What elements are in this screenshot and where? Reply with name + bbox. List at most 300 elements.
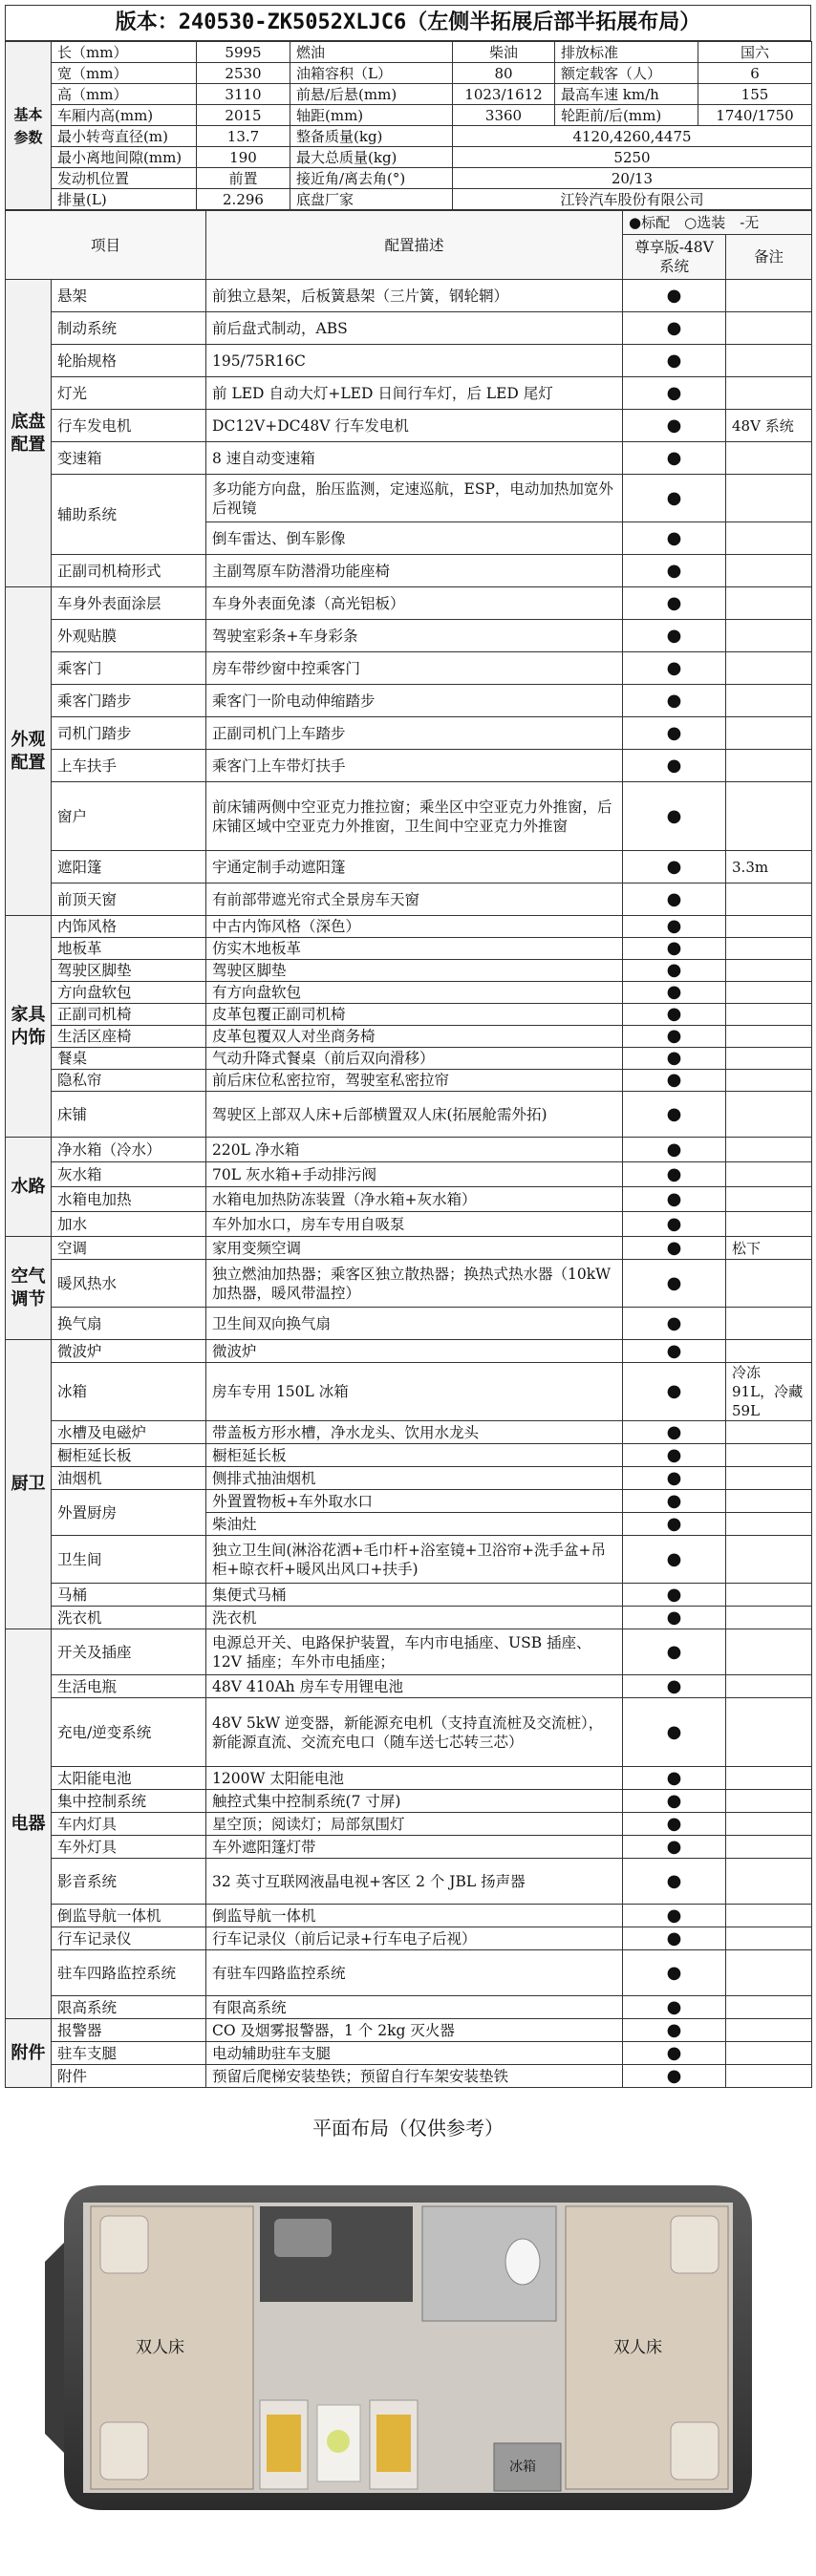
param-value: 前置 <box>197 168 290 189</box>
standard-mark: ● <box>623 1927 726 1950</box>
item-desc: 外置置物板+车外取水口 <box>206 1490 623 1513</box>
item-note: 松下 <box>726 1237 812 1260</box>
item-note <box>726 1996 812 2019</box>
item-name: 影音系统 <box>52 1859 206 1905</box>
table-row <box>6 916 812 938</box>
item-name: 暖风热水 <box>52 1260 206 1308</box>
item-note <box>726 475 812 522</box>
item-desc: 独立燃油加热器；乘客区独立散热器；换热式热水器（10kW 加热器，暖风带温控） <box>206 1260 623 1308</box>
table-row <box>6 884 812 916</box>
standard-mark: ● <box>623 555 726 587</box>
table-row <box>6 1813 812 1836</box>
item-note <box>726 1212 812 1237</box>
standard-mark: ● <box>623 1421 726 1444</box>
item-name: 餐桌 <box>52 1048 206 1070</box>
basic-params-table <box>5 41 812 210</box>
item-name: 集中控制系统 <box>52 1790 206 1813</box>
item-desc: 有驻车四路监控系统 <box>206 1950 623 1996</box>
standard-mark: ● <box>623 1513 726 1536</box>
item-name: 外置厨房 <box>52 1490 206 1536</box>
param-label: 高（mm） <box>52 84 197 105</box>
item-note <box>726 1260 812 1308</box>
item-name: 油烟机 <box>52 1467 206 1490</box>
item-desc: 195/75R16C <box>206 345 623 377</box>
item-desc: 带盖板方形水槽，净水龙头、饮用水龙头 <box>206 1421 623 1444</box>
item-note <box>726 2019 812 2042</box>
item-name: 车身外表面涂层 <box>52 587 206 620</box>
table-row <box>6 2019 812 2042</box>
table-row <box>6 1026 812 1048</box>
item-desc: 房车专用 150L 冰箱 <box>206 1363 623 1421</box>
item-name: 卫生间 <box>52 1536 206 1584</box>
rear-pillow-1 <box>671 2216 719 2273</box>
standard-mark: ● <box>623 1767 726 1790</box>
item-note <box>726 938 812 960</box>
item-desc: 倒监导航一体机 <box>206 1905 623 1927</box>
param-value: 2015 <box>197 105 290 126</box>
item-note <box>726 1536 812 1584</box>
table-row <box>6 1790 812 1813</box>
standard-mark: ● <box>623 522 726 555</box>
item-note <box>726 1836 812 1859</box>
table-row <box>6 280 812 312</box>
table-row <box>6 1996 812 2019</box>
standard-mark: ● <box>623 1698 726 1767</box>
standard-mark: ● <box>623 312 726 345</box>
param-label: 最高车速 km/h <box>555 84 698 105</box>
param-label: 发动机位置 <box>52 168 197 189</box>
standard-mark: ● <box>623 884 726 916</box>
standard-mark: ● <box>623 620 726 652</box>
param-value: 5995 <box>197 42 290 63</box>
item-name: 车内灯具 <box>52 1813 206 1836</box>
item-name: 行车记录仪 <box>52 1927 206 1950</box>
document-title: 版本：240530-ZK5052XLJC6（左侧半拓展后部半拓展布局） <box>6 6 811 41</box>
standard-mark: ● <box>623 685 726 717</box>
config-table <box>5 210 812 2088</box>
table-row <box>6 1363 812 1421</box>
header-version: 尊享版-48V 系统 <box>623 235 726 280</box>
item-note <box>726 1859 812 1905</box>
item-note <box>726 1490 812 1513</box>
rear-bed-label: 双人床 <box>613 2338 662 2357</box>
table-row <box>6 717 812 750</box>
item-desc: 家用变频空调 <box>206 1237 623 1260</box>
item-note <box>726 1584 812 1607</box>
item-name: 净水箱（冷水） <box>52 1138 206 1162</box>
item-name: 驻车支腿 <box>52 2042 206 2065</box>
standard-mark: ● <box>623 1490 726 1513</box>
item-note <box>726 312 812 345</box>
item-name: 开关及插座 <box>52 1629 206 1675</box>
item-desc: 房车带纱窗中控乘客门 <box>206 652 623 685</box>
item-desc: 柴油灶 <box>206 1513 623 1536</box>
param-value: 4120,4260,4475 <box>453 126 812 147</box>
item-name: 内饰风格 <box>52 916 206 938</box>
item-note <box>726 884 812 916</box>
item-desc: 气动升降式餐桌（前后双向滑移） <box>206 1048 623 1070</box>
param-value: 5250 <box>453 147 812 168</box>
param-label: 轮距前/后(mm) <box>555 105 698 126</box>
item-name: 乘客门踏步 <box>52 685 206 717</box>
item-note <box>726 685 812 717</box>
item-note <box>726 1070 812 1092</box>
standard-mark: ● <box>623 1026 726 1048</box>
item-desc: 乘客门上车带灯扶手 <box>206 750 623 782</box>
item-note <box>726 587 812 620</box>
item-note <box>726 2065 812 2088</box>
table-row <box>6 1421 812 1444</box>
legend: ●标配 ○选装 -无 <box>623 211 812 235</box>
standard-mark: ● <box>623 587 726 620</box>
section-label: 空气调节 <box>6 1237 52 1340</box>
standard-mark: ● <box>623 280 726 312</box>
param-label: 轴距(mm) <box>290 105 453 126</box>
item-note <box>726 1675 812 1698</box>
item-note <box>726 1138 812 1162</box>
item-note <box>726 1004 812 1026</box>
item-desc: 车身外表面免漆（高光铝板） <box>206 587 623 620</box>
param-value: 3110 <box>197 84 290 105</box>
item-note <box>726 522 812 555</box>
standard-mark: ● <box>623 2019 726 2042</box>
table-row <box>6 982 812 1004</box>
standard-mark: ● <box>623 1138 726 1162</box>
table-row <box>6 2042 812 2065</box>
item-desc: 车外加水口，房车专用自吸泵 <box>206 1212 623 1237</box>
item-desc: 宇通定制手动遮阳篷 <box>206 851 623 884</box>
item-desc: DC12V+DC48V 行车发电机 <box>206 410 623 442</box>
cab-nose <box>45 2243 64 2453</box>
table-row <box>6 2065 812 2088</box>
table-row <box>6 652 812 685</box>
param-value: 1740/1750 <box>698 105 812 126</box>
standard-mark: ● <box>623 1162 726 1187</box>
item-desc: 倒车雷达、倒车影像 <box>206 522 623 555</box>
table-row <box>6 1340 812 1363</box>
header-desc: 配置描述 <box>206 211 623 280</box>
item-note <box>726 1026 812 1048</box>
table-row <box>6 1138 812 1162</box>
param-label: 额定载客（人） <box>555 63 698 84</box>
item-note <box>726 2042 812 2065</box>
floor-plan <box>45 2157 771 2539</box>
item-name: 行车发电机 <box>52 410 206 442</box>
section-label: 附件 <box>6 2019 52 2088</box>
item-note <box>726 1513 812 1536</box>
table-row <box>6 1767 812 1790</box>
front-bed-label: 双人床 <box>136 2338 184 2357</box>
item-note <box>726 1421 812 1444</box>
standard-mark: ● <box>623 1905 726 1927</box>
standard-mark: ● <box>623 2065 726 2088</box>
item-name: 遮阳篷 <box>52 851 206 884</box>
item-desc: 触控式集中控制系统(7 寸屏) <box>206 1790 623 1813</box>
item-name: 加水 <box>52 1212 206 1237</box>
standard-mark: ● <box>623 1260 726 1308</box>
item-name: 车外灯具 <box>52 1836 206 1859</box>
item-name: 正副司机椅 <box>52 1004 206 1026</box>
table-row <box>6 1490 812 1513</box>
title-table <box>5 5 811 41</box>
table-row <box>6 1444 812 1467</box>
item-desc: 48V 5kW 逆变器，新能源充电机（支持直流桩及交流桩），新能源直流、交流充电口（随车送七芯转三芯） <box>206 1698 623 1767</box>
item-desc: 前后盘式制动，ABS <box>206 312 623 345</box>
table-row <box>6 1237 812 1260</box>
sink <box>274 2219 332 2257</box>
item-note: 48V 系统 <box>726 410 812 442</box>
param-value: 80 <box>453 63 555 84</box>
param-value: 3360 <box>453 105 555 126</box>
standard-mark: ● <box>623 2042 726 2065</box>
table-row <box>6 1607 812 1629</box>
table-row <box>6 1187 812 1212</box>
item-name: 制动系统 <box>52 312 206 345</box>
item-name: 上车扶手 <box>52 750 206 782</box>
table-row <box>6 1675 812 1698</box>
item-desc: 有前部带遮光帘式全景房车天窗 <box>206 884 623 916</box>
standard-mark: ● <box>623 1813 726 1836</box>
item-name: 充电/逆变系统 <box>52 1698 206 1767</box>
standard-mark: ● <box>623 1836 726 1859</box>
item-note <box>726 1790 812 1813</box>
item-name: 轮胎规格 <box>52 345 206 377</box>
item-name: 水箱电加热 <box>52 1187 206 1212</box>
standard-mark: ● <box>623 717 726 750</box>
section-label: 底盘配置 <box>6 280 52 587</box>
table-row <box>6 555 812 587</box>
standard-mark: ● <box>623 1536 726 1584</box>
standard-mark: ● <box>623 1584 726 1607</box>
item-name: 生活区座椅 <box>52 1026 206 1048</box>
table-row <box>6 1836 812 1859</box>
item-name: 悬架 <box>52 280 206 312</box>
item-desc: 皮革包覆正副司机椅 <box>206 1004 623 1026</box>
item-note <box>726 717 812 750</box>
table-row <box>6 1629 812 1675</box>
item-desc: 微波炉 <box>206 1340 623 1363</box>
item-desc: 侧排式抽油烟机 <box>206 1467 623 1490</box>
param-value: 江铃汽车股份有限公司 <box>453 189 812 210</box>
param-value: 1023/1612 <box>453 84 555 105</box>
item-desc: 电动辅助驻车支腿 <box>206 2042 623 2065</box>
standard-mark: ● <box>623 1070 726 1092</box>
table-row <box>6 851 812 884</box>
item-name: 水槽及电磁炉 <box>52 1421 206 1444</box>
standard-mark: ● <box>623 1629 726 1675</box>
param-value: 20/13 <box>453 168 812 189</box>
item-desc: 前床铺两侧中空亚克力推拉窗；乘坐区中空亚克力外推窗，后床铺区域中空亚克力外推窗，卫生间中空亚克力外推窗 <box>206 782 623 851</box>
item-name: 灯光 <box>52 377 206 410</box>
item-desc: 驾驶区脚垫 <box>206 960 623 982</box>
param-label: 燃油 <box>290 42 453 63</box>
item-name: 生活电瓶 <box>52 1675 206 1698</box>
item-desc: 橱柜延长板 <box>206 1444 623 1467</box>
item-note <box>726 1607 812 1629</box>
item-note <box>726 982 812 1004</box>
section-label: 水路 <box>6 1138 52 1237</box>
standard-mark: ● <box>623 1996 726 2019</box>
item-desc: 有方向盘软包 <box>206 982 623 1004</box>
item-desc: 48V 410Ah 房车专用锂电池 <box>206 1675 623 1698</box>
item-note <box>726 1340 812 1363</box>
header-note: 备注 <box>726 235 812 280</box>
item-desc: 多功能方向盘，胎压监测，定速巡航，ESP，电动加热加宽外后视镜 <box>206 475 623 522</box>
item-name: 窗户 <box>52 782 206 851</box>
item-name: 倒监导航一体机 <box>52 1905 206 1927</box>
item-note <box>726 345 812 377</box>
item-name: 驾驶区脚垫 <box>52 960 206 982</box>
table-row <box>6 1048 812 1070</box>
item-note <box>726 1048 812 1070</box>
item-desc: 乘客门一阶电动伸缩踏步 <box>206 685 623 717</box>
table-row <box>6 938 812 960</box>
item-name: 辅助系统 <box>52 475 206 555</box>
table-row <box>6 475 812 522</box>
item-note <box>726 442 812 475</box>
item-desc: 正副司机门上车踏步 <box>206 717 623 750</box>
item-note <box>726 1187 812 1212</box>
standard-mark: ● <box>623 960 726 982</box>
table-row <box>6 1927 812 1950</box>
item-note <box>726 750 812 782</box>
item-name: 乘客门 <box>52 652 206 685</box>
item-note <box>726 280 812 312</box>
standard-mark: ● <box>623 1237 726 1260</box>
standard-mark: ● <box>623 1607 726 1629</box>
item-desc: 独立卫生间(淋浴花洒+毛巾杆+浴室镜+卫浴帘+洗手盆+吊柜+晾衣杆+暖风出风口+扶手) <box>206 1536 623 1584</box>
item-note <box>726 377 812 410</box>
item-desc: CO 及烟雾报警器，1 个 2kg 灭火器 <box>206 2019 623 2042</box>
table-row <box>6 1950 812 1996</box>
item-desc: 仿实木地板革 <box>206 938 623 960</box>
item-desc: 电源总开关、电路保护装置，车内市电插座、USB 插座、12V 插座；车外市电插座； <box>206 1629 623 1675</box>
table-row <box>6 1536 812 1584</box>
table-row <box>6 1698 812 1767</box>
param-value: 2.296 <box>197 189 290 210</box>
standard-mark: ● <box>623 1859 726 1905</box>
item-desc: 集便式马桶 <box>206 1584 623 1607</box>
item-desc: 主副驾原车防潜滑功能座椅 <box>206 555 623 587</box>
item-note <box>726 620 812 652</box>
item-note <box>726 1927 812 1950</box>
item-desc: 前独立悬架，后板簧悬架（三片簧，钢轮辋） <box>206 280 623 312</box>
item-name: 报警器 <box>52 2019 206 2042</box>
standard-mark: ● <box>623 1187 726 1212</box>
standard-mark: ● <box>623 652 726 685</box>
item-note <box>726 1444 812 1467</box>
item-name: 附件 <box>52 2065 206 2088</box>
item-name: 驻车四路监控系统 <box>52 1950 206 1996</box>
item-desc: 70L 灰水箱+手动排污阀 <box>206 1162 623 1187</box>
header-item: 项目 <box>6 211 206 280</box>
item-name: 前顶天窗 <box>52 884 206 916</box>
table-row <box>6 782 812 851</box>
item-desc: 水箱电加热防冻装置（净水箱+灰水箱） <box>206 1187 623 1212</box>
item-note <box>726 782 812 851</box>
item-name: 地板革 <box>52 938 206 960</box>
item-note <box>726 1813 812 1836</box>
standard-mark: ● <box>623 377 726 410</box>
item-desc: 皮革包覆双人对坐商务椅 <box>206 1026 623 1048</box>
param-label: 底盘厂家 <box>290 189 453 210</box>
item-name: 床铺 <box>52 1092 206 1138</box>
table-row <box>6 1308 812 1340</box>
item-note <box>726 555 812 587</box>
table-row <box>6 685 812 717</box>
param-label: 最小离地间隙(mm) <box>52 147 197 168</box>
fridge-label: 冰箱 <box>509 2459 536 2475</box>
item-desc: 220L 净水箱 <box>206 1138 623 1162</box>
front-pillow-1 <box>100 2216 148 2273</box>
item-desc: 车外遮阳篷灯带 <box>206 1836 623 1859</box>
section-label: 家具内饰 <box>6 916 52 1138</box>
standard-mark: ● <box>623 851 726 884</box>
table-row <box>6 1584 812 1607</box>
param-label: 最大总质量(kg) <box>290 147 453 168</box>
item-desc: 前 LED 自动大灯+LED 日间行车灯，后 LED 尾灯 <box>206 377 623 410</box>
item-note <box>726 916 812 938</box>
item-desc: 驾驶区上部双人床+后部横置双人床(拓展舱需外拓) <box>206 1092 623 1138</box>
table-row <box>6 1212 812 1237</box>
param-value: 柴油 <box>453 42 555 63</box>
standard-mark: ● <box>623 1212 726 1237</box>
item-name: 洗衣机 <box>52 1607 206 1629</box>
table-flowers <box>327 2430 350 2453</box>
param-value: 6 <box>698 63 812 84</box>
item-desc: 预留后爬梯安装垫铁；预留自行车架安装垫铁 <box>206 2065 623 2088</box>
item-note <box>726 1467 812 1490</box>
table-row <box>6 1859 812 1905</box>
table-row <box>6 587 812 620</box>
item-name: 马桶 <box>52 1584 206 1607</box>
item-note <box>726 960 812 982</box>
table-row <box>6 312 812 345</box>
item-name: 外观贴膜 <box>52 620 206 652</box>
standard-mark: ● <box>623 1675 726 1698</box>
toilet <box>505 2239 540 2285</box>
item-name: 司机门踏步 <box>52 717 206 750</box>
section-label: 外观配置 <box>6 587 52 916</box>
param-value: 155 <box>698 84 812 105</box>
standard-mark: ● <box>623 916 726 938</box>
standard-mark: ● <box>623 1340 726 1363</box>
section-label: 厨卫 <box>6 1340 52 1629</box>
item-name: 橱柜延长板 <box>52 1444 206 1467</box>
item-name: 方向盘软包 <box>52 982 206 1004</box>
param-value: 190 <box>197 147 290 168</box>
item-desc: 星空顶；阅读灯；局部氛围灯 <box>206 1813 623 1836</box>
section-label: 电器 <box>6 1629 52 2019</box>
seat-left-cushion <box>267 2415 301 2472</box>
standard-mark: ● <box>623 442 726 475</box>
item-note <box>726 1950 812 1996</box>
item-note <box>726 1092 812 1138</box>
standard-mark: ● <box>623 1444 726 1467</box>
param-label: 接近角/离去角(°) <box>290 168 453 189</box>
param-label: 前悬/后悬(mm) <box>290 84 453 105</box>
param-value: 13.7 <box>197 126 290 147</box>
standard-mark: ● <box>623 938 726 960</box>
item-desc: 有限高系统 <box>206 1996 623 2019</box>
table-row <box>6 1092 812 1138</box>
table-row <box>6 1004 812 1026</box>
item-desc: 行车记录仪（前后记录+行车电子后视） <box>206 1927 623 1950</box>
param-label: 排放标准 <box>555 42 698 63</box>
standard-mark: ● <box>623 345 726 377</box>
standard-mark: ● <box>623 1467 726 1490</box>
param-label: 最小转弯直径(m) <box>52 126 197 147</box>
